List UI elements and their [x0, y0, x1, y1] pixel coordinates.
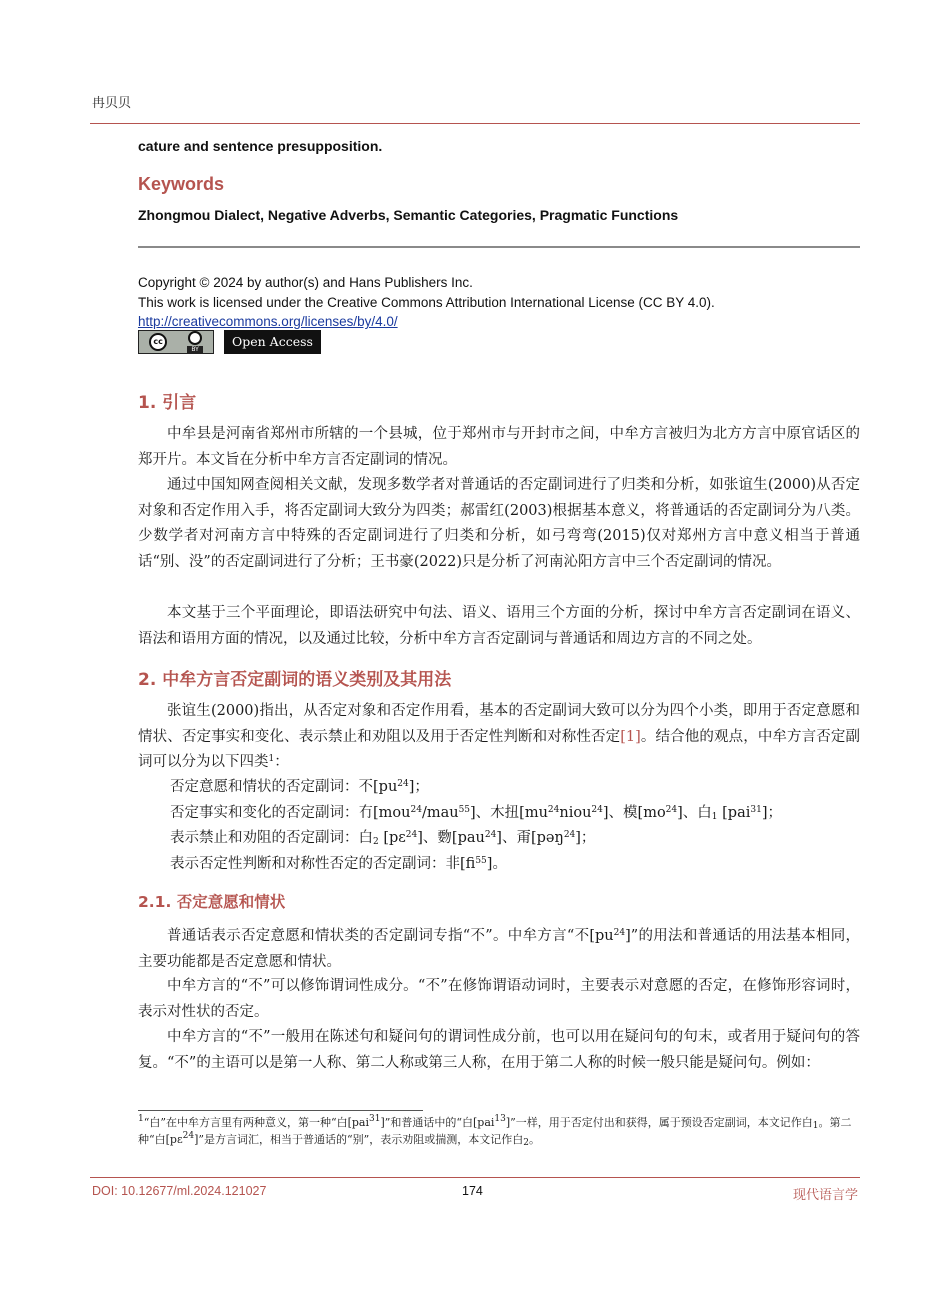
license-link[interactable]: http://creativecommons.org/licenses/by/4.0/	[138, 314, 398, 329]
section-2-heading: 2. 中牟方言否定副词的语义类别及其用法	[138, 670, 452, 690]
by-label: BY	[187, 346, 202, 353]
footnote-divider	[138, 1110, 423, 1111]
footnote-1: $^1$“白”在中牟方言里有两种意义，第一种“白[pai$^{31}$]”和普通话中的“白[pai$^{13}$]”一样，用于否定付出和获得，属于预设否定副词，本文记作白$_1$。第二种“白[pɛ$^{24}$]”是方言词汇，相当于普通话的“别”，表示劝阻或揣测，本文记作白$_2$。	[138, 1114, 852, 1148]
section-1-paragraph-1: 中牟县是河南省郑州市所辖的一个县城，位于郑州市与开封市之间，中牟方言被归为北方方言中原官话区的郑开片。本文旨在分析中牟方言否定副词的情况。	[138, 426, 860, 468]
category-4-line: 表示否定性判断和对称性否定的否定副词：非$[fi^{55}]$。	[170, 856, 507, 872]
attribution-person-icon	[188, 331, 202, 345]
footer-doi[interactable]: DOI: 10.12677/ml.2024.121027	[92, 1184, 267, 1198]
section-2-paragraph-1: 张谊生(2000)指出，从否定对象和否定作用看，基本的否定副词大致可以分为四个小类，即用于否定意愿和情状、否定事实和变化、表示禁止和劝阻以及用于否定性判断和对称性否定[1]。结合他的观点，中牟方言否定副词可以分为以下四类$^1$：	[138, 703, 860, 770]
license-badges	[138, 330, 321, 354]
footer-divider	[90, 1177, 860, 1178]
section-2-1-paragraph-1: 普通话表示否定意愿和情状类的否定副词专指“不”。中牟方言“不$[pu^{24}]$”的用法和普通话的用法基本相同，主要功能都是否定意愿和情状。	[138, 928, 860, 970]
license-line: This work is licensed under the Creative Commons Attribution International License (CC BY 4.0).	[138, 294, 715, 310]
keywords-text: Zhongmou Dialect, Negative Adverbs, Semantic Categories, Pragmatic Functions	[138, 207, 679, 223]
section-1-paragraph-2: 通过中国知网查阅相关文献，发现多数学者对普通话的否定副词进行了归类和分析，如张谊生(2000)从否定对象和否定作用入手，将否定副词大致分为四类；郝雷红(2003)根据基本意义，将普通话的否定副词分为八类。少数学者对河南方言中特殊的否定副词进行了归类和分析，如弓弯弯(2015)仅对郑州方言中意义相当于普通话“别、没”的否定副词进行了分析；王书豪(2022)只是分析了河南沁阳方言中三个否定副词的情况。	[138, 477, 860, 570]
section-2-1-paragraph-3: 中牟方言的“不”一般用在陈述句和疑问句的谓词性成分前，也可以用在疑问句的句末，或者用于疑问句的答复。“不”的主语可以是第一人称、第二人称或第三人称，在用于第二人称的时候一般只能是疑问句。例如：	[138, 1029, 860, 1071]
section-1-heading: 1. 引言	[138, 393, 197, 413]
citation-link[interactable]: [1]	[620, 728, 641, 745]
copyright-line: Copyright © 2024 by author(s) and Hans Publishers Inc.	[138, 275, 473, 290]
cc-by-badge[interactable]	[138, 330, 214, 354]
keywords-heading: Keywords	[138, 174, 225, 194]
section-2-1-paragraph-2: 中牟方言的“不”可以修饰谓词性成分。“不”在修饰谓语动词时，主要表示对意愿的否定，在修饰形容词时，表示对性状的否定。	[138, 978, 860, 1020]
journal-name: 现代语言学	[792, 1188, 858, 1203]
open-access-badge[interactable]: Open Access	[224, 330, 321, 354]
section-2-1-heading: 2.1. 否定意愿和情状	[138, 893, 286, 911]
category-2-line: 否定事实和变化的否定副词：冇[mou$^{24}$/mau$^{55}$]、木扭$[mu^{24}niou^{24}]$、模$[mo^{24}]$、白$_1$ [pai$^{31}$]；	[170, 805, 782, 822]
footnote-marker[interactable]: 1	[268, 754, 275, 764]
copyright-block	[138, 273, 715, 332]
abstract-tail: cature and sentence presupposition.	[138, 138, 383, 154]
category-1-line: 否定意愿和情状的否定副词：不$[pu^{24}]$；	[170, 779, 429, 795]
running-header-author: 冉贝贝	[92, 96, 132, 111]
cc-icon: cc	[149, 333, 167, 351]
category-3-line: 表示禁止和劝阻的否定副词：白$_2$ [pɛ$^{24}$]、覅[pau$^{24}$]、甭[pəŋ$^{24}$]；	[170, 830, 596, 847]
keywords-divider	[138, 246, 860, 248]
header-divider	[90, 123, 860, 124]
page-number: 174	[462, 1184, 483, 1198]
section-1-paragraph-3: 本文基于三个平面理论，即语法研究中句法、语义、语用三个方面的分析，探讨中牟方言否定副词在语义、语法和语用方面的情况，以及通过比较，分析中牟方言否定副词与普通话和周边方言的不同之处。	[138, 605, 860, 647]
